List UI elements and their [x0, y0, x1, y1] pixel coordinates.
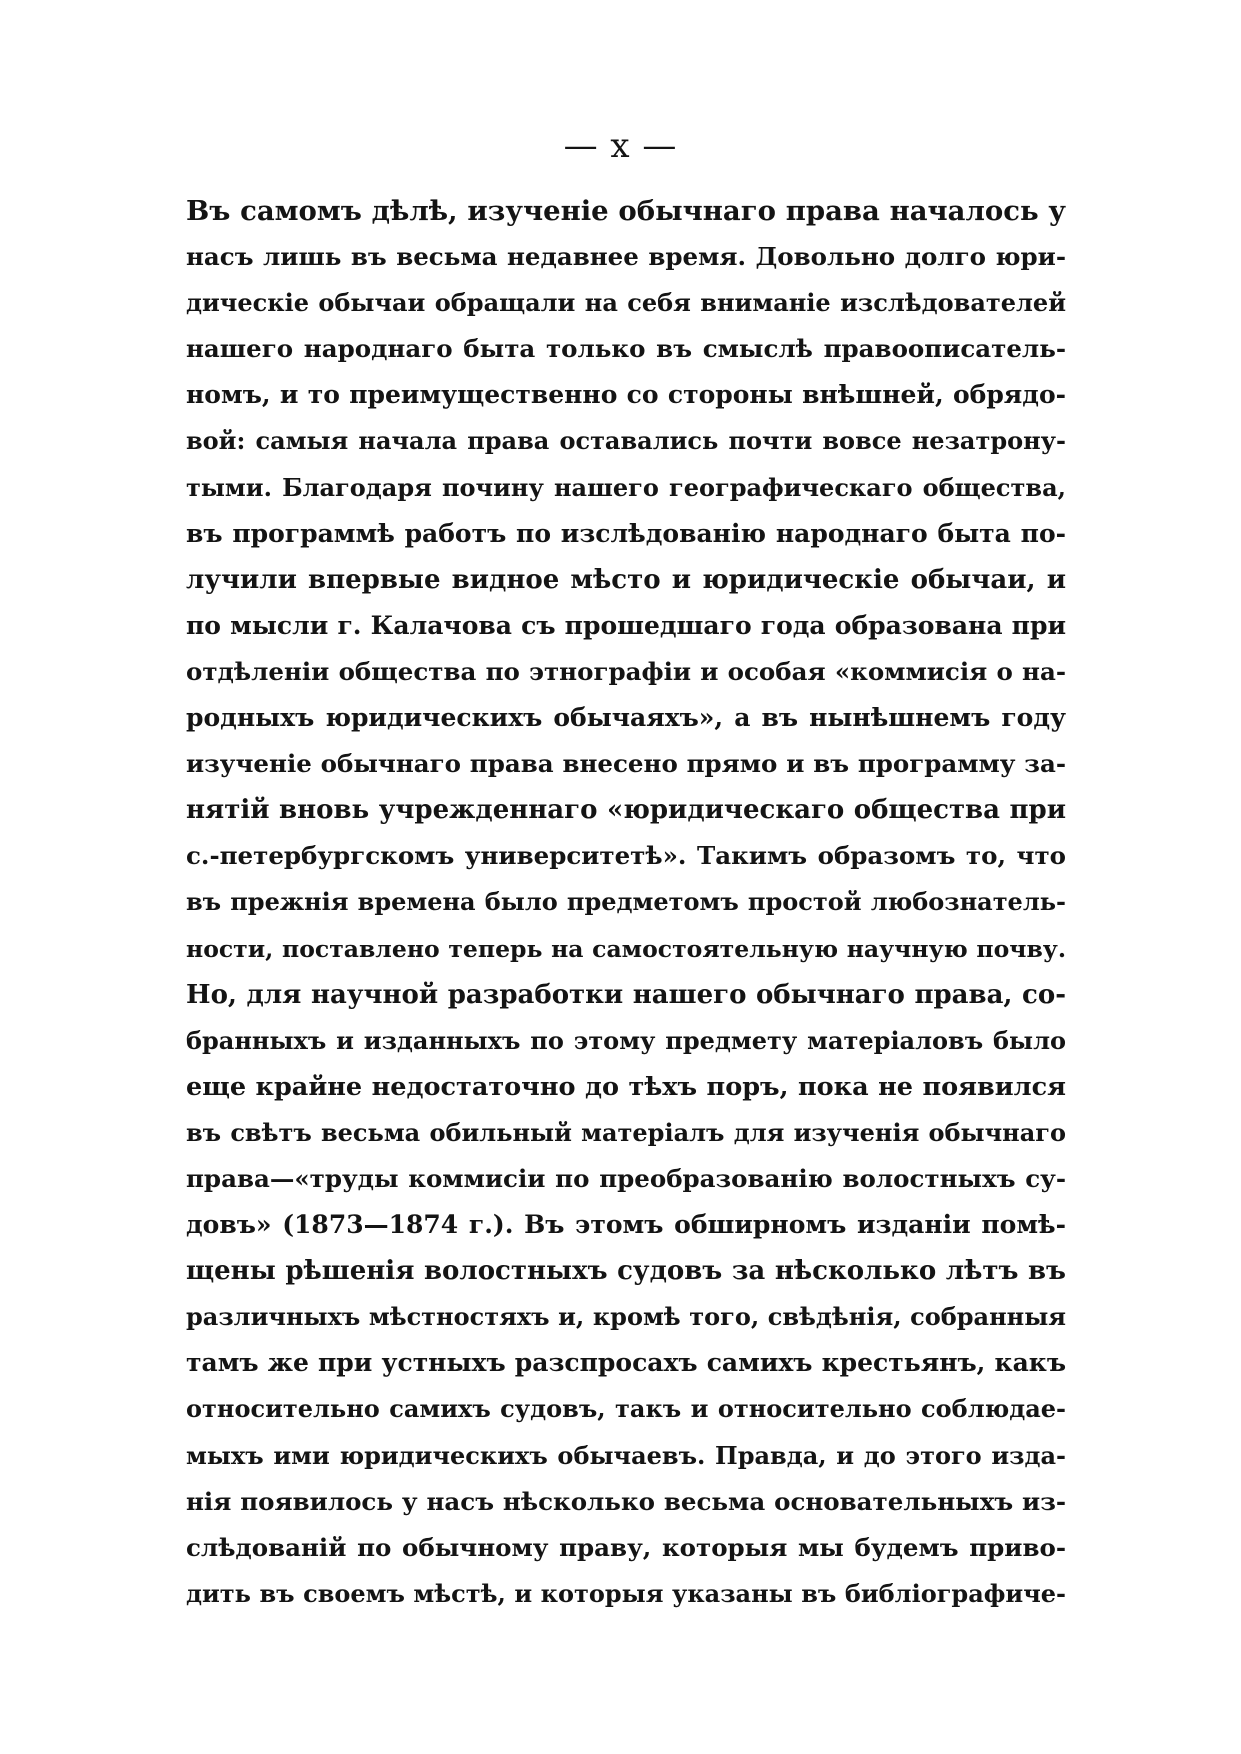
- text-line: въ программѣ работъ по изслѣдованію народнаго быта по-: [186, 518, 1066, 548]
- text-line: слѣдованій по обычному праву, которыя мы будемъ приво-: [186, 1532, 1066, 1562]
- text-line: права—«труды коммисіи по преобразованію волостныхъ су-: [186, 1163, 1066, 1193]
- text-line: по мысли г. Калачова съ прошедшаго года образована при: [186, 610, 1066, 640]
- text-line: нашего народнаго быта только въ смыслѣ правоописатель-: [186, 334, 1066, 364]
- text-line: ности, поставлено теперь на самостоятельную научную почву.: [186, 934, 1066, 963]
- text-line: отдѣленіи общества по этнографіи и особая «коммисія о на-: [186, 656, 1066, 686]
- text-line: нятій вновь учрежденнаго «юридическаго общества при: [186, 795, 1066, 826]
- text-line: изученіе обычнаго права внесено прямо и въ программу за-: [186, 749, 1066, 779]
- text-line: нія появилось у насъ нѣсколько весьма основательныхъ из-: [186, 1486, 1066, 1516]
- text-line: Въ самомъ дѣлѣ, изученіе обычнаго права началось у: [186, 195, 1066, 227]
- text-line: родныхъ юридическихъ обычаяхъ», а въ нынѣшнемъ году: [186, 703, 1066, 733]
- text-line: Но, для научной разработки нашего обычнаго права, со-: [186, 979, 1066, 1010]
- text-line: номъ, и то преимущественно со стороны внѣшней, обрядо-: [186, 380, 1066, 410]
- text-line: въ прежнія времена было предметомъ простой любознатель-: [186, 887, 1066, 917]
- text-line: еще крайне недостаточно до тѣхъ поръ, пока не появился: [186, 1071, 1066, 1102]
- body-text: [186, 188, 1066, 1617]
- text-line: вой: самыя начала права оставались почти вовсе незатрону-: [186, 426, 1066, 456]
- page-number: — x —: [563, 126, 678, 166]
- text-line: тыми. Благодаря почину нашего географическаго общества,: [186, 472, 1066, 502]
- text-line: бранныхъ и изданныхъ по этому предмету матеріаловъ было: [186, 1025, 1066, 1055]
- text-line: насъ лишь въ весьма недавнее время. Довольно долго юри-: [186, 242, 1066, 272]
- text-line: щены рѣшенія волостныхъ судовъ за нѣсколько лѣтъ въ: [186, 1256, 1066, 1287]
- text-line: довъ» (1873—1874 г.). Въ этомъ обширномъ изданіи помѣ-: [186, 1210, 1066, 1240]
- text-line: въ свѣтъ весьма обильный матеріалъ для изученія обычнаго: [186, 1117, 1066, 1147]
- text-line: лучили впервые видное мѣсто и юридическіе обычаи, и: [186, 564, 1066, 595]
- text-line: дическіе обычаи обращали на себя вниманіе изслѣдователей: [186, 288, 1066, 318]
- text-line: дить въ своемъ мѣстѣ, и которыя указаны въ библіографиче-: [186, 1578, 1066, 1608]
- text-line: мыхъ ими юридическихъ обычаевъ. Правда, и до этого изда-: [186, 1440, 1066, 1470]
- text-line: относительно самихъ судовъ, такъ и относительно соблюдае-: [186, 1394, 1066, 1424]
- text-line: различныхъ мѣстностяхъ и, кромѣ того, свѣдѣнія, собранныя: [186, 1302, 1066, 1332]
- text-line: с.-петербургскомъ университетѣ». Такимъ образомъ то, что: [186, 841, 1066, 871]
- text-line: тамъ же при устныхъ разспросахъ самихъ крестьянъ, какъ: [186, 1348, 1066, 1378]
